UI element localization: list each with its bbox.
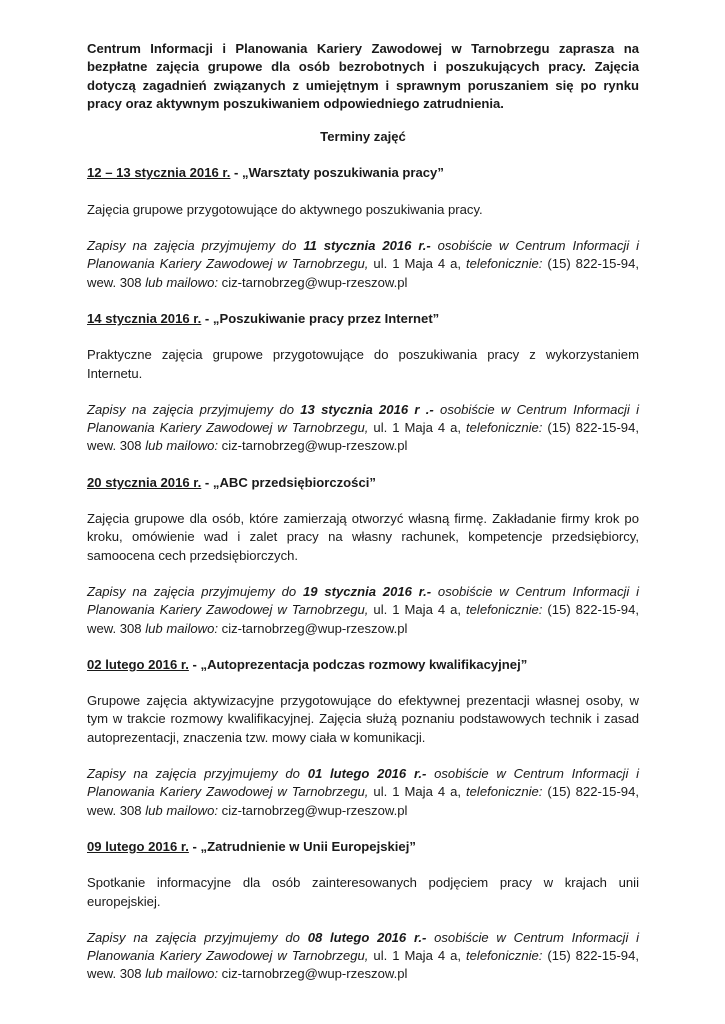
event-title [87, 838, 639, 856]
schedule-heading: Terminy zajęć [320, 129, 406, 145]
event-name: - „Poszukiwanie pracy przez Internet” [201, 310, 440, 326]
event-date: 14 stycznia 2016 r. [87, 310, 202, 326]
phone-number: (15) 822-15-94, wew. 308 [87, 256, 640, 290]
event-title [87, 164, 639, 182]
intro-paragraph: Centrum Informacji i Planowania Kariery Zawodowej w Tarnobrzegu zaprasza na bezpłatne zajęcia grupowe dla osób bezrobotnych i poszukujących pracy. Zajęcia dotyczą zagadnień związanych z umiejętnym i sprawnym poruszaniem się po rynku pracy oraz aktywnym poszukiwaniem odpowiedniego zatrudnienia. [87, 41, 639, 111]
event-description: Praktyczne zajęcia grupowe przygotowujące do poszukiwania pracy z wykorzystaniem Internetu. [87, 347, 639, 381]
email-address[interactable]: ciz-tarnobrzeg@wup-rzeszow.pl [221, 620, 408, 636]
registration-info: Zapisy na zajęcia przyjmujemy do 19 stycznia 2016 r.- osobiście w Centrum Informacji i Planowania Kariery Zawodowej w Tarnobrzegu, ul. 1 Maja 4 a, telefonicznie: (15) 822-15-94, wew. 308 lub mailowo: ciz-tarnobrzeg@wup-rzeszow.pl [87, 583, 640, 636]
event-section [87, 164, 639, 291]
registration-deadline: 08 lutego 2016 r.- [307, 929, 427, 945]
event-description: Zajęcia grupowe przygotowujące do aktywnego poszukiwania pracy. [87, 201, 483, 217]
registration-info: Zapisy na zajęcia przyjmujemy do 01 lutego 2016 r.- osobiście w Centrum Informacji i Planowania Kariery Zawodowej w Tarnobrzegu, ul. 1 Maja 4 a, telefonicznie: (15) 822-15-94, wew. 308 lub mailowo: ciz-tarnobrzeg@wup-rzeszow.pl [87, 766, 640, 818]
event-date: 09 lutego 2016 r. [87, 838, 189, 854]
phone-number: (15) 822-15-94, wew. 308 [87, 602, 640, 636]
registration-deadline: 13 stycznia 2016 r .- [300, 401, 434, 417]
event-name: - „Zatrudnienie w Unii Europejskiej” [188, 838, 416, 854]
email-address[interactable]: ciz-tarnobrzeg@wup-rzeszow.pl [221, 438, 408, 454]
registration-info: Zapisy na zajęcia przyjmujemy do 08 lutego 2016 r.- osobiście w Centrum Informacji i Planowania Kariery Zawodowej w Tarnobrzegu, ul. 1 Maja 4 a, telefonicznie: (15) 822-15-94, wew. 308 lub mailowo: ciz-tarnobrzeg@wup-rzeszow.pl [87, 929, 640, 982]
event-date: 02 lutego 2016 r. [87, 656, 189, 672]
event-section [87, 656, 639, 820]
phone-number: (15) 822-15-94, wew. 308 [87, 784, 640, 818]
event-description: Spotkanie informacyjne dla osób zainteresowanych podjęciem pracy w krajach unii europejskiej. [87, 875, 639, 909]
registration-info: Zapisy na zajęcia przyjmujemy do 11 stycznia 2016 r.- osobiście w Centrum Informacji i Planowania Kariery Zawodowej w Tarnobrzegu, ul. 1 Maja 4 a, telefonicznie: (15) 822-15-94, wew. 308 lub mailowo: ciz-tarnobrzeg@wup-rzeszow.pl [87, 238, 640, 290]
registration-deadline: 11 stycznia 2016 r.- [303, 238, 431, 254]
registration-info: Zapisy na zajęcia przyjmujemy do 13 stycznia 2016 r .- osobiście w Centrum Informacji i Planowania Kariery Zawodowej w Tarnobrzegu, ul. 1 Maja 4 a, telefonicznie: (15) 822-15-94, wew. 308 lub mailowo: ciz-tarnobrzeg@wup-rzeszow.pl [87, 401, 640, 454]
event-name: - „Warsztaty poszukiwania pracy” [230, 165, 444, 181]
event-section [87, 310, 639, 456]
event-name: - „ABC przedsiębiorczości” [201, 474, 376, 490]
registration-deadline: 01 lutego 2016 r.- [307, 766, 427, 782]
event-section [87, 474, 639, 638]
event-name: - „Autoprezentacja podczas rozmowy kwalifikacyjnej” [188, 656, 528, 672]
document-page [87, 40, 639, 984]
event-date: 12 – 13 stycznia 2016 r. [87, 165, 231, 181]
phone-number: (15) 822-15-94, wew. 308 [87, 948, 640, 982]
event-section [87, 838, 639, 984]
registration-deadline: 19 stycznia 2016 r.- [302, 583, 432, 599]
email-address[interactable]: ciz-tarnobrzeg@wup-rzeszow.pl [221, 966, 408, 982]
email-address[interactable]: ciz-tarnobrzeg@wup-rzeszow.pl [221, 802, 408, 818]
event-title [87, 474, 639, 492]
event-title [87, 310, 639, 328]
event-title [87, 656, 639, 674]
event-date: 20 stycznia 2016 r. [87, 474, 202, 490]
phone-number: (15) 822-15-94, wew. 308 [87, 420, 640, 454]
event-description: Grupowe zajęcia aktywizacyjne przygotowujące do efektywnej prezentacji własnej osoby, w tym w trakcie rozmowy kwalifikacyjnej. Zajęcia służą poznaniu podstawowych technik i zasad autoprezentacji, znaczenia tzw. mowy ciała w komunikacji. [87, 693, 639, 745]
email-address[interactable]: ciz-tarnobrzeg@wup-rzeszow.pl [221, 274, 408, 290]
event-description: Zajęcia grupowe dla osób, które zamierzają otworzyć własną firmę. Zakładanie firmy krok po kroku, omówienie wad i zalet pracy na własny rachunek, kompetencje przedsiębiorcy, samoocena cech przedsiębiorczych. [87, 511, 639, 563]
